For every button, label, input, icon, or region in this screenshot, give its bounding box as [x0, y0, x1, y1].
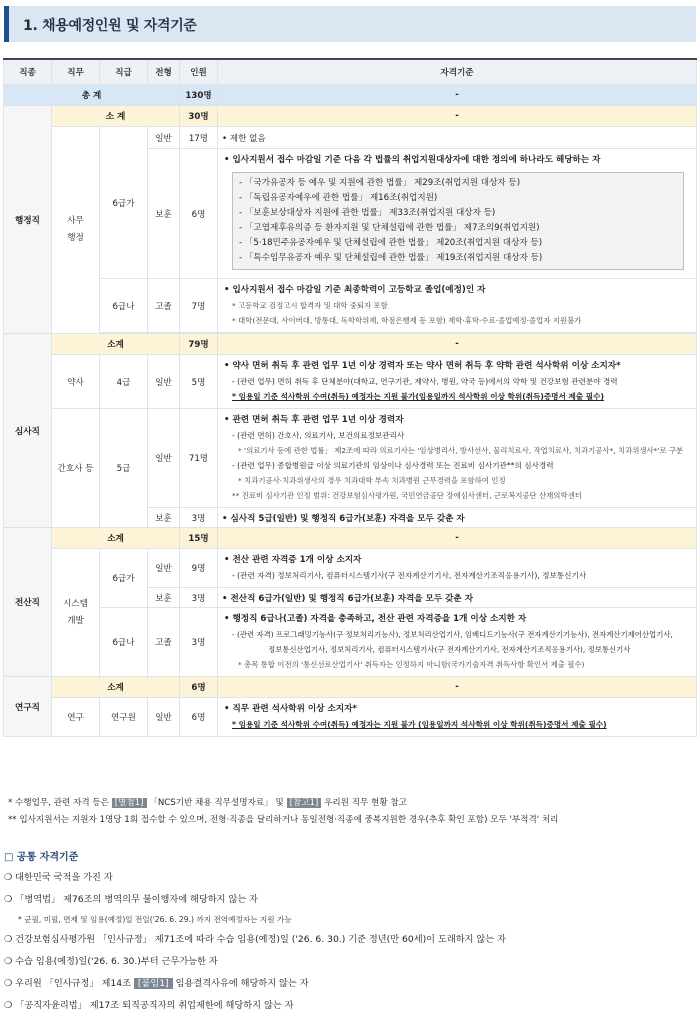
pharm-criteria — [218, 355, 697, 409]
requirement-text: ❍ 우리원 「인사규정」 제14조 — [4, 978, 131, 989]
pharm-text: • 약사 면허 취득 후 관련 업무 1년 이상 경력자 또는 약사 면허 취득 후 약학 관련 석사학위 이상 소지자* — [224, 361, 621, 371]
law-item: - 「독립유공자예우에 관한 법률」 제16조(취업지원) — [239, 193, 438, 203]
law-item: - 「5·18민주유공자예우 및 단체설립에 관한 법률」 제20조(취업지원 대상자 등) — [239, 238, 543, 248]
pharm-count: 5명 — [180, 355, 218, 409]
it-job-type: 전산직 — [4, 528, 52, 677]
admin-highschool-text: • 입사지원서 접수 마감일 기준 최종학력이 고등학교 졸업(예정)인 자 — [224, 285, 486, 295]
requirement-note: * 군필, 미필, 면제 및 임용(예정)일 전일('26. 6. 29.) 까지 전역예정자는 지원 가능 — [18, 915, 292, 924]
requirement-text: 임용결격사유에 해당하지 않는 자 — [175, 978, 309, 989]
footnote-1 — [8, 795, 692, 812]
detail-line: * 임용일 기준 석사학위 수여(취득) 예정자는 지원 불가(임용일까지 석사학위 이상 학위(취득)증명서 제출 필수) — [232, 392, 604, 401]
requirement-item: ❍ 건강보험심사평가원 「인사규정」 제71조에 따라 수습 임용(예정)일 ('26. 6. 30.) 기준 정년(만 60세)이 도래하지 않는 자 — [4, 934, 506, 945]
admin-grade-6a: 6급가 — [100, 127, 148, 279]
header-criteria: 자격기준 — [218, 59, 697, 85]
research-duty: 연구 — [52, 698, 100, 737]
footnote-text: 우리원 직무 현황 참고 — [324, 798, 407, 808]
review-subtotal-count: 79명 — [180, 334, 218, 355]
research-criteria — [218, 698, 697, 737]
admin-row-highschool — [4, 279, 697, 333]
research-job-type: 연구직 — [4, 677, 52, 737]
reference-tag: [참고1] — [287, 798, 322, 808]
admin-veteran-criteria — [218, 149, 697, 279]
detail-line: 정보통신산업기사, 정보처리기사, 컴퓨터시스템기사(구 전자계산기기사, 전자계산기조직응용기사), 정보통신기사 — [268, 645, 631, 654]
research-grade: 연구원 — [100, 698, 148, 737]
total-criteria: - — [218, 85, 697, 106]
nurse-veteran-type: 보훈 — [148, 508, 180, 528]
research-text: • 직무 관련 석사학위 이상 소지자* — [224, 704, 357, 714]
header-selection: 전형 — [148, 59, 180, 85]
detail-line: * 치과기공사·치과위생사의 경우 치과대학 부속 치과병원 근무경력을 포함하여 인정 — [238, 476, 506, 485]
nurse-criteria — [218, 409, 697, 508]
detail-line: * '의료기사 등에 관한 법률」 제2조에 따라 의료기사는 '임상병리사, 방사선사, 물리치료사, 작업치료사, 치과기공사*, 치과위생사*'로 구분 — [238, 446, 684, 455]
research-subtotal-criteria: - — [218, 677, 697, 698]
detail-line: - (관련 업무) 면허 취득 후 단체분야(대학교, 연구기관, 제약사, 병원, 약국 등)에서의 약학 및 건강보험 관련분야 경력 — [232, 377, 618, 386]
table-header-row — [4, 59, 697, 85]
footnote-text: 「NCS기반 채용 직무설명자료」 및 — [149, 798, 284, 808]
header-duty: 직무 — [52, 59, 100, 85]
common-requirements — [4, 848, 694, 1018]
admin-subtotal-criteria: - — [218, 106, 697, 127]
it-row-general — [4, 549, 697, 588]
admin-highschool-type: 고졸 — [148, 279, 180, 333]
research-count: 6명 — [180, 698, 218, 737]
footnote-text: * 수행업무, 관련 자격 등은 — [8, 798, 109, 808]
detail-line: - (관련 면허) 간호사, 의료기사, 보건의료정보관리사 — [232, 431, 405, 440]
it-grade-6b: 6급나 — [100, 608, 148, 677]
admin-grade-6b: 6급나 — [100, 279, 148, 333]
total-count: 130명 — [180, 85, 218, 106]
veteran-law-list — [232, 172, 684, 270]
it-highschool-criteria — [218, 608, 697, 677]
nurse-type: 일반 — [148, 409, 180, 508]
it-subtotal-count: 15명 — [180, 528, 218, 549]
nurse-text: • 관련 면허 취득 후 관련 업무 1년 이상 경력자 — [224, 415, 404, 425]
it-grade-6a: 6급가 — [100, 549, 148, 608]
detail-line: ** 진료비 심사기관 인정 범위: 건강보험심사평가원, 국민연금공단 장애심사센터, 근로복지공단 산재의학센터 — [232, 491, 582, 500]
law-item: - 「보훈보상대상자 지원에 관한 법률」 제33조(취업지원 대상자 등) — [239, 208, 496, 218]
it-general-count: 9명 — [180, 549, 218, 588]
header-grade: 직급 — [100, 59, 148, 85]
it-row-highschool — [4, 608, 697, 677]
detail-line: - (관련 자격) 정보처리기사, 컴퓨터시스템기사(구 전자계산기기사, 전자계산기조직응용기사), 정보통신기사 — [232, 571, 587, 580]
admin-veteran-count: 6명 — [180, 149, 218, 279]
admin-veteran-text: • 입사지원서 접수 마감일 기준 다음 각 법률의 취업지원대상자에 대한 정의에 하나라도 해당하는 자 — [224, 155, 601, 165]
it-veteran-type: 보훈 — [148, 588, 180, 608]
it-subtotal-row — [4, 528, 697, 549]
review-job-type: 심사직 — [4, 334, 52, 528]
admin-general-count: 17명 — [180, 127, 218, 149]
nurse-count: 71명 — [180, 409, 218, 508]
it-general-type: 일반 — [148, 549, 180, 588]
research-subtotal-label: 소계 — [52, 677, 180, 698]
law-item: - 「국가유공자 등 예우 및 지원에 관한 법률」 제29조(취업지원 대상자 등) — [239, 178, 521, 188]
admin-highschool-count: 7명 — [180, 279, 218, 333]
requirement-item: ❍ 「공직자윤리법」 제17조 퇴직공직자의 취업제한에 해당하지 않는 자 — [4, 1000, 294, 1011]
section-title: 1. 채용예정인원 및 자격기준 — [23, 18, 197, 34]
attachment-tag: [붙임1] — [134, 978, 173, 989]
pharm-row — [4, 355, 697, 409]
review-subtotal-criteria: - — [218, 334, 697, 355]
detail-line: * 임용일 기준 석사학위 수여(취득) 예정자는 지원 불가 (임용일까지 석사학위 이상 학위(취득)증명서 제출 필수) — [232, 720, 607, 729]
requirement-item: ❍ 「병역법」 제76조의 병역의무 불이행자에 해당하지 않는 자 — [4, 894, 258, 905]
header-job-type: 직종 — [4, 59, 52, 85]
nurse-grade: 5급 — [100, 409, 148, 528]
it-highschool-type: 고졸 — [148, 608, 180, 677]
total-label: 총 계 — [4, 85, 180, 106]
admin-general-type: 일반 — [148, 127, 180, 149]
detail-line: - (관련 자격) 프로그래밍기능사(구 정보처리기능사), 정보처리산업기사, 임베디드기능사(구 전자계산기기능사), 전자계산기제어산업기사, — [232, 630, 673, 639]
nurse-veteran-criteria: • 심사직 5급(일반) 및 행정직 6급가(보훈) 자격을 모두 갖춘 자 — [218, 508, 697, 528]
law-item: - 「특수임무유공자 예우 및 단체설립에 관한 법률」 제19조(취업지원 대상자 등) — [239, 253, 543, 263]
pharm-duty: 약사 — [52, 355, 100, 409]
detail-line: * 총목 통합 이전의 '통신선로산업기사' 취득자는 인정하지 아니함(국가기술자격 취득사항 확인서 제출 필수) — [238, 660, 585, 669]
it-highschool-count: 3명 — [180, 608, 218, 677]
requirement-item: ❍ 대한민국 국적을 가진 자 — [4, 872, 113, 883]
it-veteran-count: 3명 — [180, 588, 218, 608]
footnotes — [8, 795, 692, 829]
nurse-duty: 간호사 등 — [52, 409, 100, 528]
it-subtotal-label: 소계 — [52, 528, 180, 549]
admin-job-type: 행정직 — [4, 106, 52, 334]
admin-row-general — [4, 127, 697, 149]
law-item: - 「고엽제후유의증 등 환자지원 및 단체설립에 관한 법률」 제7조의9(취업지원) — [239, 223, 540, 233]
admin-subtotal-label: 소 계 — [52, 106, 180, 127]
total-row — [4, 85, 697, 106]
admin-subtotal-row — [4, 106, 697, 127]
research-row — [4, 698, 697, 737]
research-subtotal-row — [4, 677, 697, 698]
it-highschool-text: • 행정직 6급나(고졸) 자격을 충족하고, 전산 관련 자격증을 1개 이상 소지한 자 — [224, 614, 527, 624]
note-line: * 대학(전문대, 사이버대, 방통대, 독학학위제, 학점은행제 등 포함) 재학·휴학·수료·졸업예정·졸업자 지원불가 — [232, 316, 582, 325]
research-subtotal-count: 6명 — [180, 677, 218, 698]
admin-duty: 사무 행정 — [52, 127, 100, 334]
it-duty: 시스템 개발 — [52, 549, 100, 677]
it-subtotal-criteria: - — [218, 528, 697, 549]
it-general-criteria — [218, 549, 697, 588]
attachment-tag: [별첨1] — [112, 798, 147, 808]
admin-general-criteria: • 제한 없음 — [218, 127, 697, 149]
requirement-item: ❍ 수습 임용(예정)일('26. 6. 30.)부터 근무가능한 자 — [4, 956, 218, 967]
note-line: * 고등학교 검정고시 합격자 및 대학 중퇴자 포함 — [232, 301, 388, 310]
requirement-item — [4, 974, 694, 996]
pharm-type: 일반 — [148, 355, 180, 409]
admin-highschool-criteria — [218, 279, 697, 333]
footnote-2: ** 입사지원서는 지원자 1명당 1회 접수할 수 있으며, 전형·직종을 달리하거나 동일전형·직종에 중복지원한 경우(추후 확인 포함) 모두 '부적격' 처리 — [8, 815, 559, 825]
research-type: 일반 — [148, 698, 180, 737]
admin-veteran-type: 보훈 — [148, 149, 180, 279]
section-header — [4, 6, 696, 42]
detail-line: - (관련 업무) 종합병원급 이상 의료기관의 임상이나 심사경력 또는 진료비 심사기관**의 심사경력 — [232, 461, 554, 470]
nurse-veteran-count: 3명 — [180, 508, 218, 528]
pharm-grade: 4급 — [100, 355, 148, 409]
it-veteran-criteria: • 전산직 6급가(일반) 및 행정직 6급가(보훈) 자격을 모두 갖춘 자 — [218, 588, 697, 608]
recruitment-table — [3, 58, 697, 737]
common-requirements-title: □ 공통 자격기준 — [4, 852, 79, 863]
admin-subtotal-count: 30명 — [180, 106, 218, 127]
review-subtotal-label: 소계 — [52, 334, 180, 355]
it-general-text: • 전산 관련 자격증 1개 이상 소지자 — [224, 555, 362, 565]
header-count: 인원 — [180, 59, 218, 85]
nurse-row — [4, 409, 697, 508]
review-subtotal-row — [4, 334, 697, 355]
